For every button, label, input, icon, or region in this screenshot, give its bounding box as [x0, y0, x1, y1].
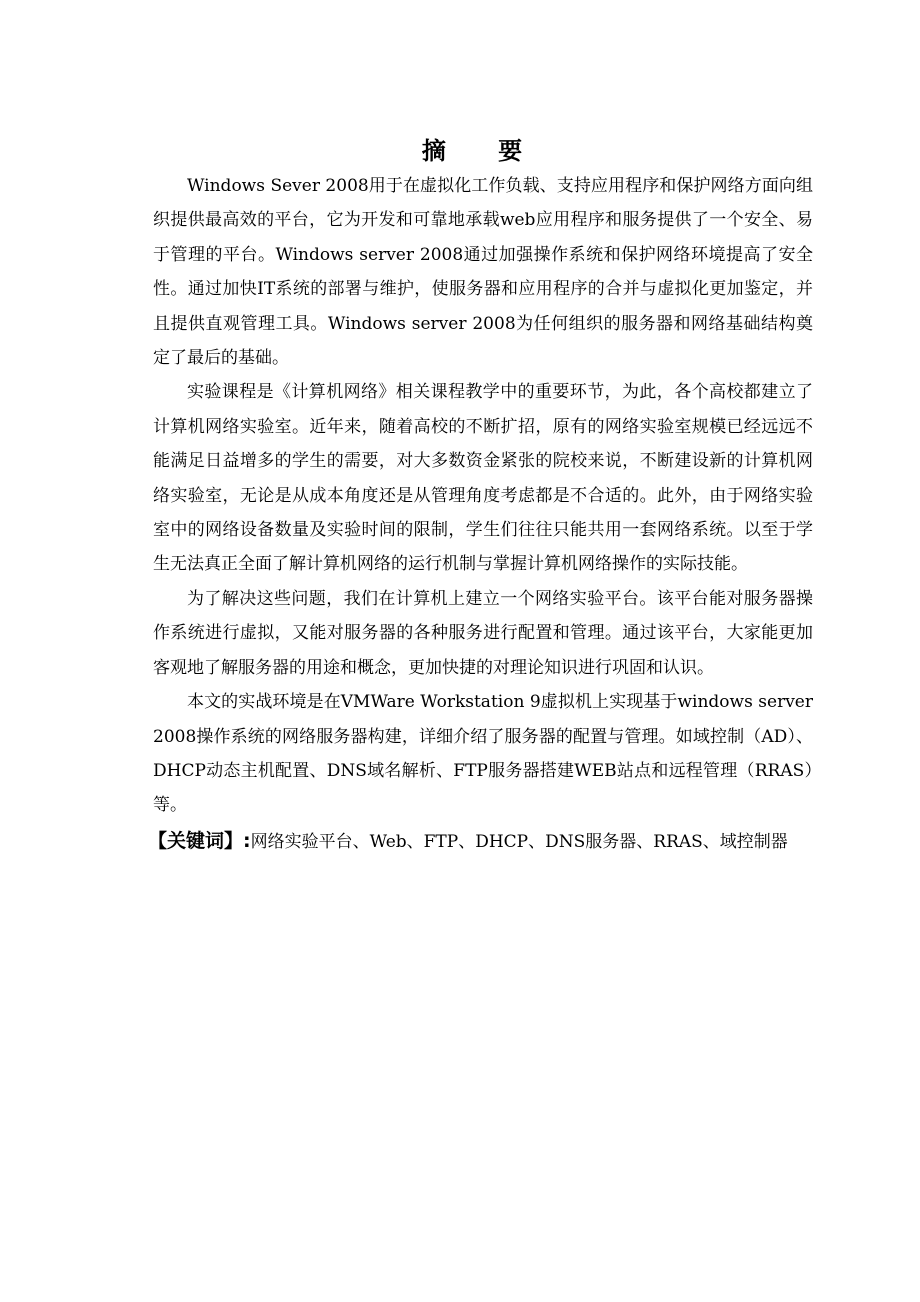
- abstract-title: 摘 要: [421, 136, 545, 165]
- paragraph-lab-course: 实验课程是《计算机网络》相关课程教学中的重要环节，为此，各个高校都建立了计算机网络实验室。近年来，随着高校的不断扩招，原有的网络实验室规模已经远远不能满足日益增多的学生的需要，对大多数资金紧张的院校来说，不断建设新的计算机网络实验室，无论是从成本角度还是从管理角度考虑都是不合适的。此外，由于网络实验室中的网络设备数量及实验时间的限制，学生们往往只能共用一套网络系统。以至于学生无法真正全面了解计算机网络的运行机制与掌握计算机网络操作的实际技能。: [153, 382, 813, 575]
- paragraph-environment: 本文的实战环境是在VMWare Workstation 9虚拟机上实现基于windows server 2008操作系统的网络服务器构建，详细介绍了服务器的配置与管理。如域控制（AD）、DHCP动态主机配置、DNS域名解析、FTP服务器搭建WEB站点和远程管理（RRAS）等。: [153, 692, 813, 816]
- keywords-text: 网络实验平台、Web、FTP、DHCP、DNS服务器、RRAS、域控制器: [250, 831, 788, 852]
- abstract-body: [148, 169, 813, 860]
- paragraph-solution: 为了解决这些问题，我们在计算机上建立一个网络实验平台。该平台能对服务器操作系统进行虚拟，又能对服务器的各种服务进行配置和管理。通过该平台，大家能更加客观地了解服务器的用途和概念，更加快捷的对理论知识进行巩固和认识。: [153, 588, 813, 678]
- keywords-label: 【关键词】:: [148, 829, 251, 852]
- keywords-line: [148, 823, 813, 860]
- paragraph-windows-server: Windows Sever 2008用于在虚拟化工作负载、支持应用程序和保护网络方面向组织提供最高效的平台，它为开发和可靠地承载web应用程序和服务提供了一个安全、易于管理的平台。Windows server 2008通过加强操作系统和保护网络环境提高了安全性。通过加快IT系统的部署与维护，使服务器和应用程序的合并与虚拟化更加鉴定，并且提供直观管理工具。Windows server 2008为任何组织的服务器和网络基础结构奠定了最后的基础。: [153, 176, 813, 369]
